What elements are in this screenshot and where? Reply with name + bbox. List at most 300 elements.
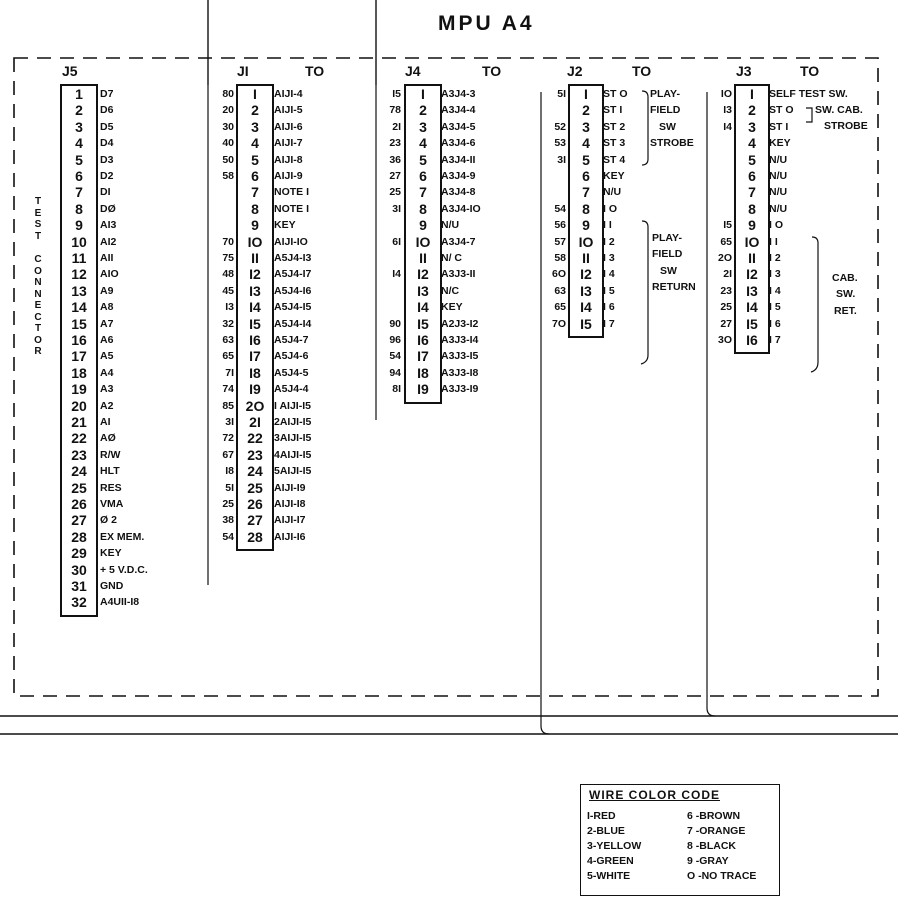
pin-number: 30 — [71, 561, 87, 578]
pin-number: IO — [247, 233, 263, 250]
test-connector-letter: R — [34, 346, 42, 357]
pin-number: 7 — [748, 184, 756, 201]
pin-destination: N/U — [769, 153, 788, 166]
j2-return-note: SW — [660, 264, 677, 277]
pin-destination: I 3 — [769, 268, 781, 281]
wire-color-code: 65 — [720, 235, 732, 248]
pin-destination: AIJI-7 — [274, 137, 303, 150]
pin-number: I — [584, 86, 588, 102]
connector-name: J3 — [736, 63, 752, 79]
wire-color-code: 23 — [720, 284, 732, 297]
pin-number: I5 — [417, 315, 429, 332]
pin-destination: I 7 — [603, 317, 615, 330]
wire-color-code: 56 — [554, 219, 566, 232]
pin-box — [568, 84, 604, 338]
pin-destination: A4UII-I8 — [100, 596, 140, 609]
pin-destination: I 5 — [603, 284, 615, 297]
pin-destination: A5J4-I7 — [274, 268, 312, 281]
pin-destination: A5J4-4 — [274, 383, 309, 396]
wire-color-code: I4 — [392, 268, 401, 281]
wire-color-code: 8I — [392, 383, 401, 396]
pin-number: 24 — [71, 463, 87, 480]
pin-number: I3 — [249, 282, 261, 299]
pin-destination: D4 — [100, 137, 114, 150]
pin-number: I2 — [249, 266, 261, 283]
j2-return-note: FIELD — [652, 248, 683, 261]
pin-destination: AIJI-I9 — [274, 481, 306, 494]
wire-color-code: 25 — [222, 498, 234, 510]
pin-destination: A9 — [100, 284, 114, 297]
pin-destination: ST 4 — [603, 153, 626, 166]
to-header: TO — [305, 63, 325, 79]
pin-number: 25 — [71, 479, 87, 496]
pin-number: 18 — [71, 364, 87, 381]
wire-color-code: 90 — [389, 317, 401, 330]
wire-color-legend — [580, 784, 780, 896]
pin-number: 21 — [71, 414, 87, 430]
pin-destination: KEY — [603, 170, 625, 182]
pin-destination: I 2 — [769, 252, 781, 264]
legend-color-item: 3-YELLOW — [587, 840, 642, 852]
test-connector-letter: N — [34, 277, 42, 288]
pin-number: I9 — [249, 381, 261, 398]
wire-color-code: 45 — [222, 284, 234, 297]
pin-number: I8 — [417, 364, 429, 381]
pin-destination: R/W — [100, 448, 121, 461]
pin-destination: AIJI-6 — [274, 120, 303, 133]
pin-destination: A2J3-I2 — [441, 317, 479, 330]
wire-color-code: 40 — [222, 137, 234, 150]
wire-color-code: 54 — [389, 350, 401, 363]
pin-destination: A3J4-9 — [441, 170, 476, 182]
pin-destination: GND — [100, 580, 124, 592]
pin-number: 8 — [748, 200, 756, 217]
pin-number: IO — [578, 233, 594, 250]
pin-destination: A7 — [100, 317, 114, 330]
pin-destination: N/ C — [441, 252, 462, 264]
pin-number: 8 — [251, 200, 259, 217]
pin-number: 23 — [71, 446, 87, 463]
pin-destination: A5J4-I3 — [274, 252, 312, 264]
j3-strobe-bracket — [806, 108, 812, 122]
pin-destination: A3J4-7 — [441, 235, 476, 248]
connector-name: JI — [237, 63, 249, 79]
wire-color-code: 58 — [554, 252, 566, 264]
pin-destination: EX MEM. — [100, 530, 145, 543]
wire-color-code: 5I — [557, 88, 566, 100]
pin-destination: Ø 2 — [100, 514, 117, 527]
pin-number: I — [750, 86, 754, 102]
pin-number: I5 — [249, 315, 261, 332]
pin-destination: N/U — [769, 170, 788, 182]
wire-color-code: 53 — [554, 137, 566, 150]
pin-number: 4 — [75, 135, 83, 152]
test-connector-letter: O — [34, 334, 42, 346]
pin-number: 25 — [247, 479, 263, 496]
test-connector-letter: E — [34, 300, 42, 311]
pin-number: 26 — [247, 496, 263, 512]
pin-number: 16 — [71, 332, 87, 348]
pin-number: IO — [415, 233, 431, 250]
pin-destination: I 3 — [603, 252, 615, 264]
pin-destination: I 7 — [769, 334, 781, 346]
wire-color-code: 52 — [554, 120, 566, 133]
pin-destination: I 4 — [603, 268, 615, 281]
connector-name: J5 — [62, 63, 78, 79]
connector-name: J2 — [567, 63, 583, 79]
pin-number: 7 — [251, 184, 259, 201]
pin-destination: N/C — [441, 284, 460, 297]
pin-number: 5 — [419, 151, 427, 168]
j2-strobe-bracket — [642, 91, 648, 165]
wire-color-code: 3I — [225, 416, 234, 428]
pin-number: 31 — [71, 578, 87, 594]
pin-number: 14 — [71, 299, 87, 316]
pin-destination: A5J4-6 — [274, 350, 309, 363]
wire-color-code: I3 — [723, 104, 732, 117]
pin-number: 9 — [75, 217, 83, 234]
wire-color-code: 63 — [554, 284, 566, 297]
legend-color-item: I-RED — [587, 810, 616, 822]
wire-color-code: 30 — [222, 120, 234, 133]
pin-number: I4 — [580, 299, 592, 316]
pin-number: II — [748, 250, 756, 266]
pin-number: 9 — [748, 217, 756, 234]
pin-number: 9 — [582, 217, 590, 234]
pin-destination: AI2 — [100, 235, 117, 248]
test-connector-letter: N — [34, 288, 42, 300]
pin-number: 2 — [251, 102, 259, 119]
pin-destination: AIJI-9 — [274, 170, 303, 182]
pin-number: 3 — [251, 118, 259, 135]
pin-number: 8 — [582, 200, 590, 217]
pin-box — [734, 84, 770, 354]
pin-number: I4 — [249, 299, 261, 316]
pin-destination: I 4 — [769, 284, 781, 297]
pin-number: I2 — [746, 266, 758, 283]
pin-destination: A2 — [100, 399, 114, 412]
to-header: TO — [632, 63, 652, 79]
pin-number: II — [582, 250, 590, 266]
pin-destination: A3 — [100, 383, 114, 396]
harness-j3 — [707, 92, 715, 716]
pin-number: 28 — [71, 528, 87, 545]
pin-number: 29 — [71, 545, 87, 562]
pin-number: 19 — [71, 381, 87, 398]
connector-name: J4 — [405, 63, 421, 79]
pin-number: 2I — [249, 414, 261, 430]
test-connector-letter: S — [34, 219, 42, 230]
pin-number: 6 — [748, 168, 756, 184]
pin-number: 1 — [75, 86, 83, 102]
pin-number: 9 — [419, 217, 427, 234]
pin-destination: A5J4-I5 — [274, 301, 312, 314]
pin-number: 8 — [75, 200, 83, 217]
legend-color-item: 8 -BLACK — [687, 840, 736, 852]
pin-destination: ST O — [603, 88, 628, 100]
pin-number: 15 — [71, 315, 87, 332]
pin-destination: I AIJI-I5 — [274, 399, 311, 412]
pin-number: I7 — [249, 348, 261, 365]
wire-color-code: 7O — [551, 317, 566, 330]
j2-return-note: PLAY- — [652, 232, 682, 244]
pin-destination: D5 — [100, 120, 114, 133]
wire-color-code: 36 — [389, 153, 401, 166]
wire-color-code: 70 — [222, 235, 234, 248]
pin-number: 2 — [748, 102, 756, 119]
pin-destination: 4AIJI-I5 — [274, 448, 312, 461]
wire-color-code: I8 — [225, 465, 234, 478]
j3-return-bracket — [811, 237, 818, 372]
pin-number: IO — [744, 233, 760, 250]
pin-number: I6 — [746, 332, 758, 348]
pin-destination: RES — [100, 481, 122, 494]
pin-destination: KEY — [769, 137, 791, 150]
pin-number: 6 — [582, 168, 590, 184]
pin-destination: NOTE I — [274, 202, 310, 215]
pin-destination: SELF TEST SW. — [769, 88, 848, 100]
pin-number: I2 — [417, 266, 429, 283]
pin-destination: A3J4-3 — [441, 88, 476, 100]
wire-color-code: 3O — [717, 334, 732, 346]
wire-color-code: I5 — [392, 88, 401, 100]
pin-number: I5 — [580, 315, 592, 332]
board-title: MPU A4 — [438, 12, 535, 35]
pin-number: 8 — [419, 200, 427, 217]
wire-color-code: 63 — [222, 334, 234, 346]
pin-number: I8 — [249, 364, 261, 381]
wire-color-code: 67 — [222, 448, 234, 461]
legend-color-item: 2-BLUE — [587, 825, 625, 837]
wire-color-code: 3I — [557, 153, 566, 166]
pin-destination: A5J4-I4 — [274, 317, 312, 330]
pin-number: I — [253, 86, 257, 102]
test-connector-letter: T — [34, 323, 42, 334]
pin-number: 22 — [71, 430, 87, 447]
pin-destination: N/U — [441, 219, 460, 232]
wire-color-code: 7I — [225, 366, 234, 379]
pin-destination: 2AIJI-I5 — [274, 416, 312, 428]
pin-destination: ST I — [769, 120, 789, 133]
pin-number: I3 — [746, 282, 758, 299]
pin-destination: A3J4-6 — [441, 137, 476, 150]
wire-color-code: 48 — [222, 268, 234, 281]
pin-number: II — [251, 250, 259, 266]
pin-number: I6 — [417, 332, 429, 348]
pin-number: 7 — [582, 184, 590, 201]
j3-return-note: SW. — [836, 288, 856, 301]
pin-number: I2 — [580, 266, 592, 283]
pin-destination: ST I — [603, 104, 623, 117]
wire-color-code: 20 — [222, 104, 234, 117]
j3-return-note: CAB. — [832, 272, 858, 284]
pin-number: I5 — [746, 315, 758, 332]
pin-number: 7 — [75, 184, 83, 201]
pin-number: I9 — [417, 381, 429, 398]
pin-destination: A3J3-I4 — [441, 334, 479, 346]
pin-destination: AIJI-4 — [274, 88, 303, 100]
pin-destination: N/U — [769, 202, 788, 215]
pin-number: 24 — [247, 463, 263, 480]
pin-number: 2O — [245, 397, 265, 414]
pin-destination: I 2 — [603, 235, 615, 248]
pin-box — [60, 84, 98, 617]
pin-box — [236, 84, 274, 551]
wire-color-code: 78 — [389, 104, 401, 117]
to-header: TO — [800, 63, 820, 79]
pin-destination: N/U — [603, 186, 622, 199]
j2-strobe-note: SW — [659, 120, 676, 133]
pin-number: 9 — [251, 217, 259, 234]
wire-color-code: 27 — [389, 170, 401, 182]
wire-color-code: 38 — [222, 514, 234, 527]
pin-destination: I O — [769, 219, 784, 232]
pin-destination: I 5 — [769, 301, 781, 314]
wire-color-code: 85 — [222, 399, 234, 412]
wire-color-code: 32 — [222, 317, 234, 330]
pin-destination: I O — [603, 202, 618, 215]
pin-destination: AIJI-5 — [274, 104, 303, 117]
wire-color-code: I4 — [723, 120, 732, 133]
pin-number: I3 — [417, 282, 429, 299]
wire-color-code: 2I — [723, 268, 732, 281]
pin-destination: AIJI-IO — [274, 235, 308, 248]
legend-color-item: 5-WHITE — [587, 870, 631, 882]
pin-destination: AIO — [100, 268, 119, 281]
legend-color-item: 7 -ORANGE — [687, 825, 746, 837]
pin-number: 2 — [582, 102, 590, 119]
pin-destination: A3J4-4 — [441, 104, 476, 117]
test-connector-letter: T — [34, 230, 42, 242]
wire-color-code: 54 — [554, 202, 566, 215]
pin-destination: AIJI-I6 — [274, 530, 306, 543]
pin-number: I3 — [580, 282, 592, 299]
test-connector-letter: T — [34, 196, 42, 207]
pin-number: 4 — [582, 135, 590, 152]
j2-return-note: RETURN — [652, 281, 696, 294]
pin-destination: ST 3 — [603, 137, 626, 150]
legend-title: WIRE COLOR CODE — [589, 788, 720, 802]
pin-number: 32 — [71, 594, 87, 611]
j2-return-bracket — [641, 221, 648, 364]
wire-color-code: 2I — [392, 120, 401, 133]
pin-number: 3 — [75, 118, 83, 135]
pin-number: II — [419, 250, 427, 266]
pin-destination: AIJI-I7 — [274, 514, 306, 527]
j2-strobe-note: PLAY- — [650, 88, 680, 100]
pin-destination: A3J3-I9 — [441, 383, 479, 396]
pin-destination: A3J4-5 — [441, 120, 476, 133]
pin-destination: D6 — [100, 104, 114, 117]
pin-number: 4 — [419, 135, 427, 152]
to-header: TO — [482, 63, 502, 79]
pin-number: 22 — [247, 430, 263, 447]
pin-destination: A3J3-I5 — [441, 350, 479, 363]
pin-number: 17 — [71, 348, 87, 365]
pin-number: I — [421, 86, 425, 102]
pin-destination: HLT — [100, 465, 120, 478]
pin-number: 6 — [419, 168, 427, 184]
pin-destination: D2 — [100, 170, 114, 182]
pin-number: 3 — [582, 118, 590, 135]
j2-strobe-note: STROBE — [650, 137, 694, 150]
pin-destination: A3J4-II — [441, 153, 476, 166]
wire-color-code: 65 — [554, 301, 566, 314]
pin-destination: + 5 V.D.C. — [100, 563, 148, 576]
pin-number: 5 — [75, 151, 83, 168]
pin-destination: I I — [769, 235, 778, 248]
pin-number: I6 — [249, 332, 261, 348]
pin-number: I4 — [746, 299, 758, 316]
pin-destination: I I — [603, 219, 612, 232]
pin-destination: AØ — [100, 432, 116, 445]
wire-color-code: I5 — [723, 219, 732, 232]
pin-destination: N/U — [769, 186, 788, 199]
pin-number: 10 — [71, 233, 87, 250]
pin-destination: A5J4-I6 — [274, 284, 312, 297]
pin-number: 5 — [748, 151, 756, 168]
test-connector-letter: E — [34, 207, 42, 219]
j3-strobe-note: STROBE — [824, 120, 868, 133]
pin-number: 23 — [247, 446, 263, 463]
wire-color-code: 25 — [389, 186, 401, 199]
pin-destination: D7 — [100, 88, 114, 100]
pin-destination: AI — [100, 416, 111, 428]
pin-destination: A6 — [100, 334, 114, 346]
pin-number: 5 — [251, 151, 259, 168]
pin-destination: AIJI-8 — [274, 153, 303, 166]
legend-color-item: 9 -GRAY — [687, 855, 729, 867]
pin-destination: ST O — [769, 104, 794, 117]
pin-number: I7 — [417, 348, 429, 365]
wire-color-code: I3 — [225, 301, 234, 314]
j2-strobe-note: FIELD — [650, 104, 681, 117]
pin-number: 11 — [71, 250, 87, 266]
wire-color-code: 27 — [720, 317, 732, 330]
wire-color-code: 57 — [554, 235, 566, 248]
wire-color-code: 23 — [389, 137, 401, 150]
pin-destination: AII — [100, 252, 114, 264]
pin-destination: AI3 — [100, 219, 117, 232]
pin-number: I4 — [417, 299, 429, 316]
pin-destination: KEY — [274, 219, 296, 232]
pin-number: 7 — [419, 184, 427, 201]
pin-number: 4 — [251, 135, 259, 152]
pin-destination: A5J4-5 — [274, 366, 309, 379]
wire-color-code: 50 — [222, 153, 234, 166]
wire-color-code: 54 — [222, 530, 234, 543]
pin-destination: NOTE I — [274, 186, 310, 199]
pin-number: 2 — [419, 102, 427, 119]
pin-number: 26 — [71, 496, 87, 512]
pin-number: 27 — [71, 512, 87, 529]
pin-number: 27 — [247, 512, 263, 529]
pin-destination: KEY — [100, 547, 122, 560]
j3-strobe-note: SW. CAB. — [815, 104, 863, 116]
pin-number: 28 — [247, 528, 263, 545]
wire-color-code: 5I — [225, 481, 234, 494]
pin-destination: KEY — [441, 301, 463, 314]
pin-number: 13 — [71, 282, 87, 299]
pin-destination: 5AIJI-I5 — [274, 465, 312, 478]
wire-color-code: 25 — [720, 301, 732, 314]
wire-color-code: IO — [720, 88, 732, 100]
wire-color-code: 75 — [222, 252, 234, 264]
wire-color-code: 6I — [392, 235, 401, 248]
wire-color-code: 72 — [222, 432, 234, 445]
pin-destination: DI — [100, 186, 111, 199]
pin-destination: A5 — [100, 350, 114, 363]
